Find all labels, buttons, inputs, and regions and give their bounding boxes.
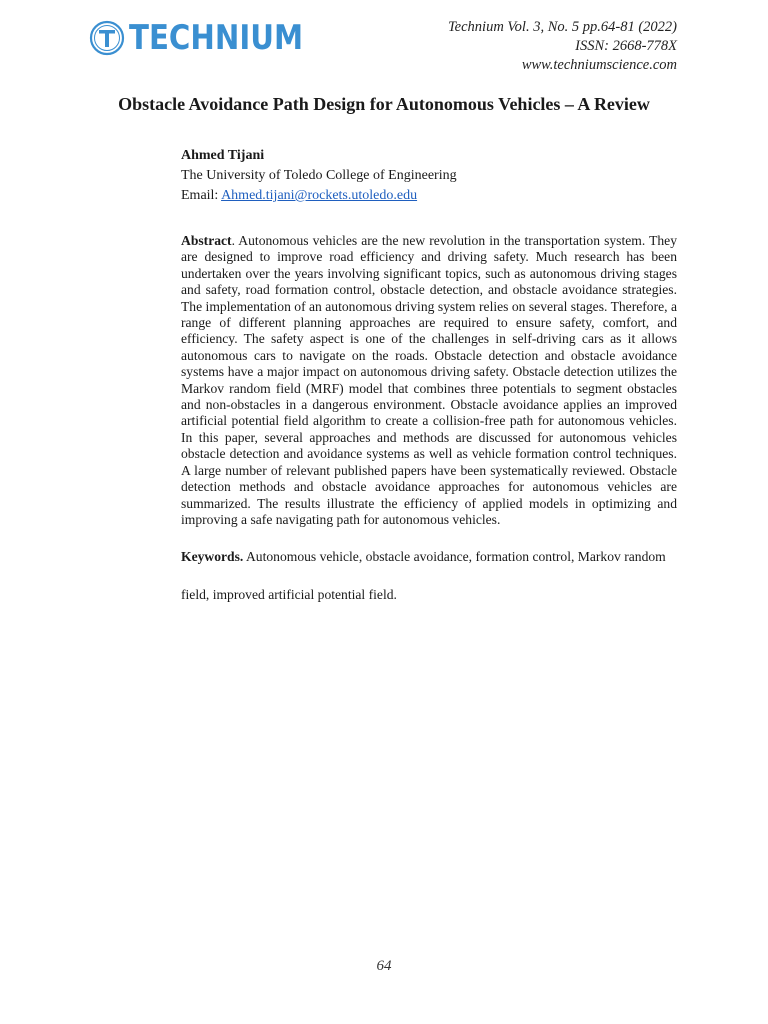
keywords-label: Keywords. [181, 549, 244, 564]
abstract-label: Abstract [181, 233, 232, 248]
page-number: 64 [376, 958, 392, 974]
author-email-link[interactable]: Ahmed.tijani@rockets.utoledo.edu [221, 188, 418, 203]
author-email-line [181, 186, 457, 206]
author-block [181, 146, 457, 206]
author-affiliation: The University of Toledo College of Engineering [181, 168, 457, 183]
author-name: Ahmed Tijani [181, 148, 265, 163]
technium-circle-logo-icon [89, 20, 125, 56]
keywords-paragraph [181, 538, 681, 614]
journal-issn: ISSN: 2668-778X [575, 38, 677, 54]
journal-info [448, 18, 677, 75]
journal-citation: Technium Vol. 3, No. 5 pp.64-81 (2022) [447, 19, 677, 35]
journal-website: www.techniumscience.com [521, 57, 677, 73]
abstract-paragraph [181, 233, 677, 528]
paper-title: Obstacle Avoidance Path Design for Autonomous Vehicles – A Review [118, 94, 650, 114]
abstract-text: . Autonomous vehicles are the new revolution in the transportation system. They are designed to improve road efficiency and driving safety. Much research has been undertaken over the years involving significant topics, such as autonomous driving stages and safety, road formation control, obstacle detection, and obstacle avoidance strategies. The implementation of an autonomous driving system relies on several stages. Therefore, a range of different planning approaches are required to ensure safety, comfort, and efficiency. The safety aspect is one of the challenges in self-driving cars as it allows autonomous cars to navigate on the roads. Obstacle detection and obstacle avoidance systems have a major impact on autonomous driving safety. Obstacle detection utilizes the Markov random field (MRF) model that combines three potentials to segment obstacles and non-obstacles in a dangerous environment. Obstacle avoidance applies an improved artificial potential field algorithm to create a collision-free path for autonomous vehicles. In this paper, several approaches and methods are discussed for autonomous vehicles obstacle detection and avoidance systems as well as vehicle formation control techniques. A large number of relevant published papers have been systematically reviewed. Obstacle detection methods and obstacle avoidance approaches for autonomous vehicles are summarized. The results illustrate the efficiency of applied models in optimizing and improving a safe navigating path for autonomous vehicles. [181, 233, 677, 527]
email-label: Email: [181, 188, 222, 203]
technium-logo [89, 16, 331, 60]
logo-wordmark: TECHNIUM [129, 18, 304, 58]
keywords-text: Autonomous vehicle, obstacle avoidance, formation control, Markov random field, improved artificial potential field. [181, 549, 666, 602]
